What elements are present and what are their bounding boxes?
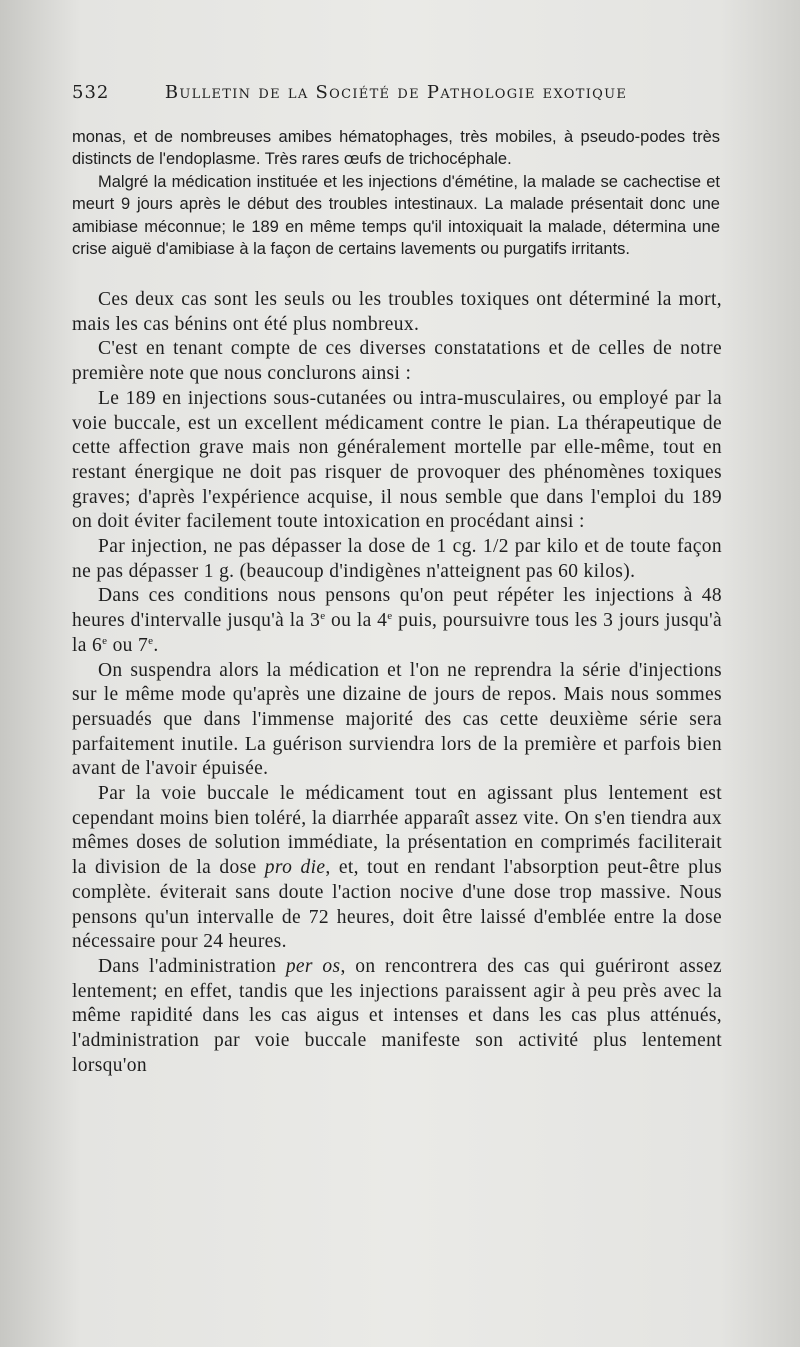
p7-text-b: , et, tout en rendant l'absorption peut-être plus complète. éviterait sans doute l'action nocive d'une dose trop massive. Nous pensons qu'un intervalle de 72 heures, doit être laissé d'emblée entre la dose nécessaire pour 24 heures. xyxy=(72,857,723,953)
body-paragraph-6: On suspendra alors la médication et l'on ne reprendra la série d'injections sur le même mode qu'après une dizaine de jours de repos. Mais nous sommes persuadés que dans l'immense majorité des cas cette deuxième série sera parfaitement inutile. La guérison surviendra lors de la première et parfois bien avant de l'avoir épuisée. xyxy=(72,659,722,780)
intro-paragraph-2: Malgré la médication instituée et les injections d'émétine, la malade se cachectise et meurt 9 jours après le début des troubles intestinaux. La malade présentait donc une amibiase méconnue; le 189 en même temps qu'il intoxiquait la malade, détermina une crise aiguë d'amibiase à la façon de certains lavements ou purgatifs irritants. xyxy=(72,172,720,259)
running-header xyxy=(72,82,720,108)
p8-italic-term: per os xyxy=(285,955,341,977)
p7-italic-term: pro die xyxy=(264,857,326,879)
p5-text-b: ou la 4 xyxy=(325,610,388,632)
p8-text-b: , on rencontrera des cas qui guériront assez lentement; en effet, tandis que les injections paraissent agir à peu près avec la même rapidité dans les cas aigus et intenses et dans les cas plus atténués, l'administration par voie buccale manifeste son activité plus lentement lorsqu'on xyxy=(72,955,722,1076)
p5-text-e: . xyxy=(153,634,159,656)
p5-text-c: puis, poursuivre tous les 3 jours jusqu'à la 6 xyxy=(72,610,723,656)
p5-superscript-2: e xyxy=(387,610,393,623)
page-number: 532 xyxy=(72,82,110,103)
body-paragraph-5 xyxy=(72,584,722,658)
body-paragraph-7 xyxy=(72,782,722,955)
intro-text-block xyxy=(72,126,720,260)
p7-text-a: Par la voie buccale le médicament tout en agissant plus lentement est cependant moins bien toléré, la diarrhée apparaît assez vite. On s'en tiendra aux mêmes doses de solution immédiate, la présentation en comprimés faciliterait la division de la dose xyxy=(72,783,722,879)
body-paragraph-1: Ces deux cas sont les seuls ou les troubles toxiques ont déterminé la mort, mais les cas bénins ont été plus nombreux. xyxy=(72,289,722,335)
p5-superscript-1: e xyxy=(320,610,326,623)
journal-title: Bulletin de la Société de Pathologie exotique xyxy=(164,82,628,103)
main-text-block xyxy=(72,288,722,1079)
body-paragraph-4: Par injection, ne pas dépasser la dose de 1 cg. 1/2 par kilo et de toute façon ne pas dépasser 1 g. (beaucoup d'indigènes n'atteignent pas 60 kilos). xyxy=(72,536,722,582)
body-paragraph-3: Le 189 en injections sous-cutanées ou intra-musculaires, ou employé par la voie buccale, est un excellent médicament contre le pian. La thérapeutique de cette affection grave mais non généralement mortelle par elle-même, tout en restant énergique ne doit pas risquer de provoquer des phénomènes toxiques graves; d'après l'expérience acquise, il nous semble que dans l'emploi du 189 on doit éviter facilement toute intoxication en procédant ainsi : xyxy=(72,387,722,533)
p5-text-d: ou 7 xyxy=(107,634,149,656)
body-paragraph-8 xyxy=(72,955,722,1079)
p5-superscript-4: e xyxy=(148,634,154,647)
p5-superscript-3: e xyxy=(102,634,108,647)
body-paragraph-2: C'est en tenant compte de ces diverses constatations et de celles de notre première note que nous conclurons ainsi : xyxy=(72,338,722,385)
intro-paragraph-1: monas, et de nombreuses amibes hématophages, très mobiles, à pseudo-podes très distincts de l'endoplasme. Très rares œufs de trichocéphale. xyxy=(72,128,720,169)
p5-text-a: Dans ces conditions nous pensons qu'on peut répéter les injections à 48 heures d'intervalle jusqu'à la 3 xyxy=(72,585,722,632)
p8-text-a: Dans l'administration xyxy=(98,955,286,977)
